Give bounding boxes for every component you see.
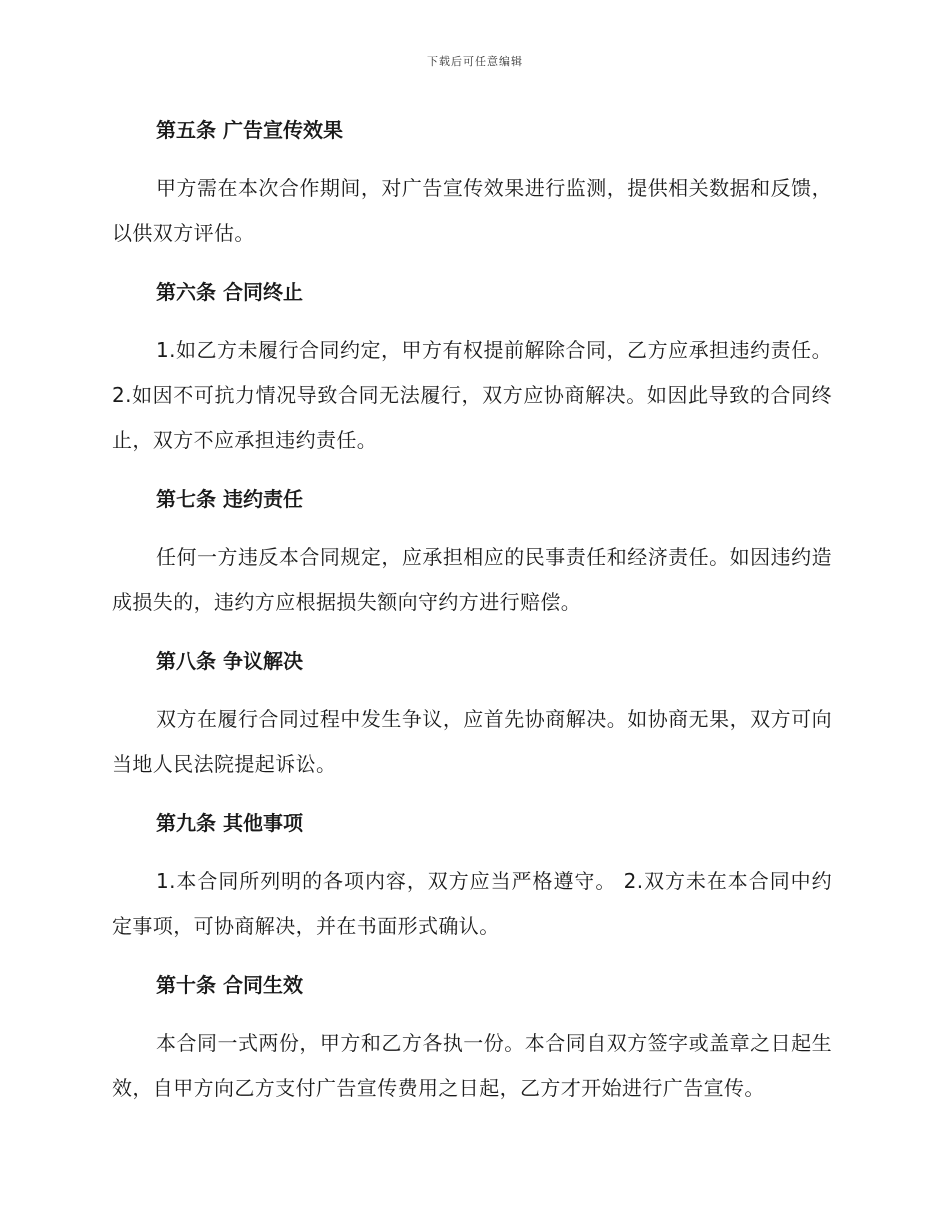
section-article-7 bbox=[112, 481, 832, 625]
section-article-6 bbox=[112, 274, 832, 463]
section-article-8 bbox=[112, 643, 832, 787]
section-heading: 第八条 争议解决 bbox=[156, 649, 303, 673]
section-paragraph: 任何一方违反本合同规定，应承担相应的民事责任和经济责任。如因违约造成损失的，违约方应根据损失额向守约方进行赔偿。 bbox=[112, 545, 832, 614]
section-heading: 第六条 合同终止 bbox=[156, 280, 303, 304]
section-article-5 bbox=[112, 112, 832, 256]
section-article-10 bbox=[112, 967, 832, 1111]
section-article-9 bbox=[112, 805, 832, 949]
section-paragraph: 甲方需在本次合作期间，对广告宣传效果进行监测，提供相关数据和反馈，以供双方评估。 bbox=[112, 176, 832, 245]
section-heading: 第五条 广告宣传效果 bbox=[156, 118, 343, 142]
section-heading: 第十条 合同生效 bbox=[156, 973, 303, 997]
section-paragraph: 1.如乙方未履行合同约定，甲方有权提前解除合同，乙方应承担违约责任。 2.如因不可抗力情况导致合同无法履行，双方应协商解决。如因此导致的合同终止，双方不应承担违约责任。 bbox=[112, 338, 832, 452]
section-paragraph: 1.本合同所列明的各项内容，双方应当严格遵守。 2.双方未在本合同中约定事项，可协商解决，并在书面形式确认。 bbox=[112, 869, 832, 938]
document-body bbox=[112, 112, 832, 1129]
section-paragraph: 双方在履行合同过程中发生争议，应首先协商解决。如协商无果，双方可向当地人民法院提起诉讼。 bbox=[112, 707, 832, 776]
page-header: 下载后可任意编辑 bbox=[427, 55, 523, 68]
section-paragraph: 本合同一式两份，甲方和乙方各执一份。本合同自双方签字或盖章之日起生效，自甲方向乙方支付广告宣传费用之日起，乙方才开始进行广告宣传。 bbox=[112, 1031, 832, 1100]
section-heading: 第七条 违约责任 bbox=[156, 487, 303, 511]
section-heading: 第九条 其他事项 bbox=[156, 811, 303, 835]
